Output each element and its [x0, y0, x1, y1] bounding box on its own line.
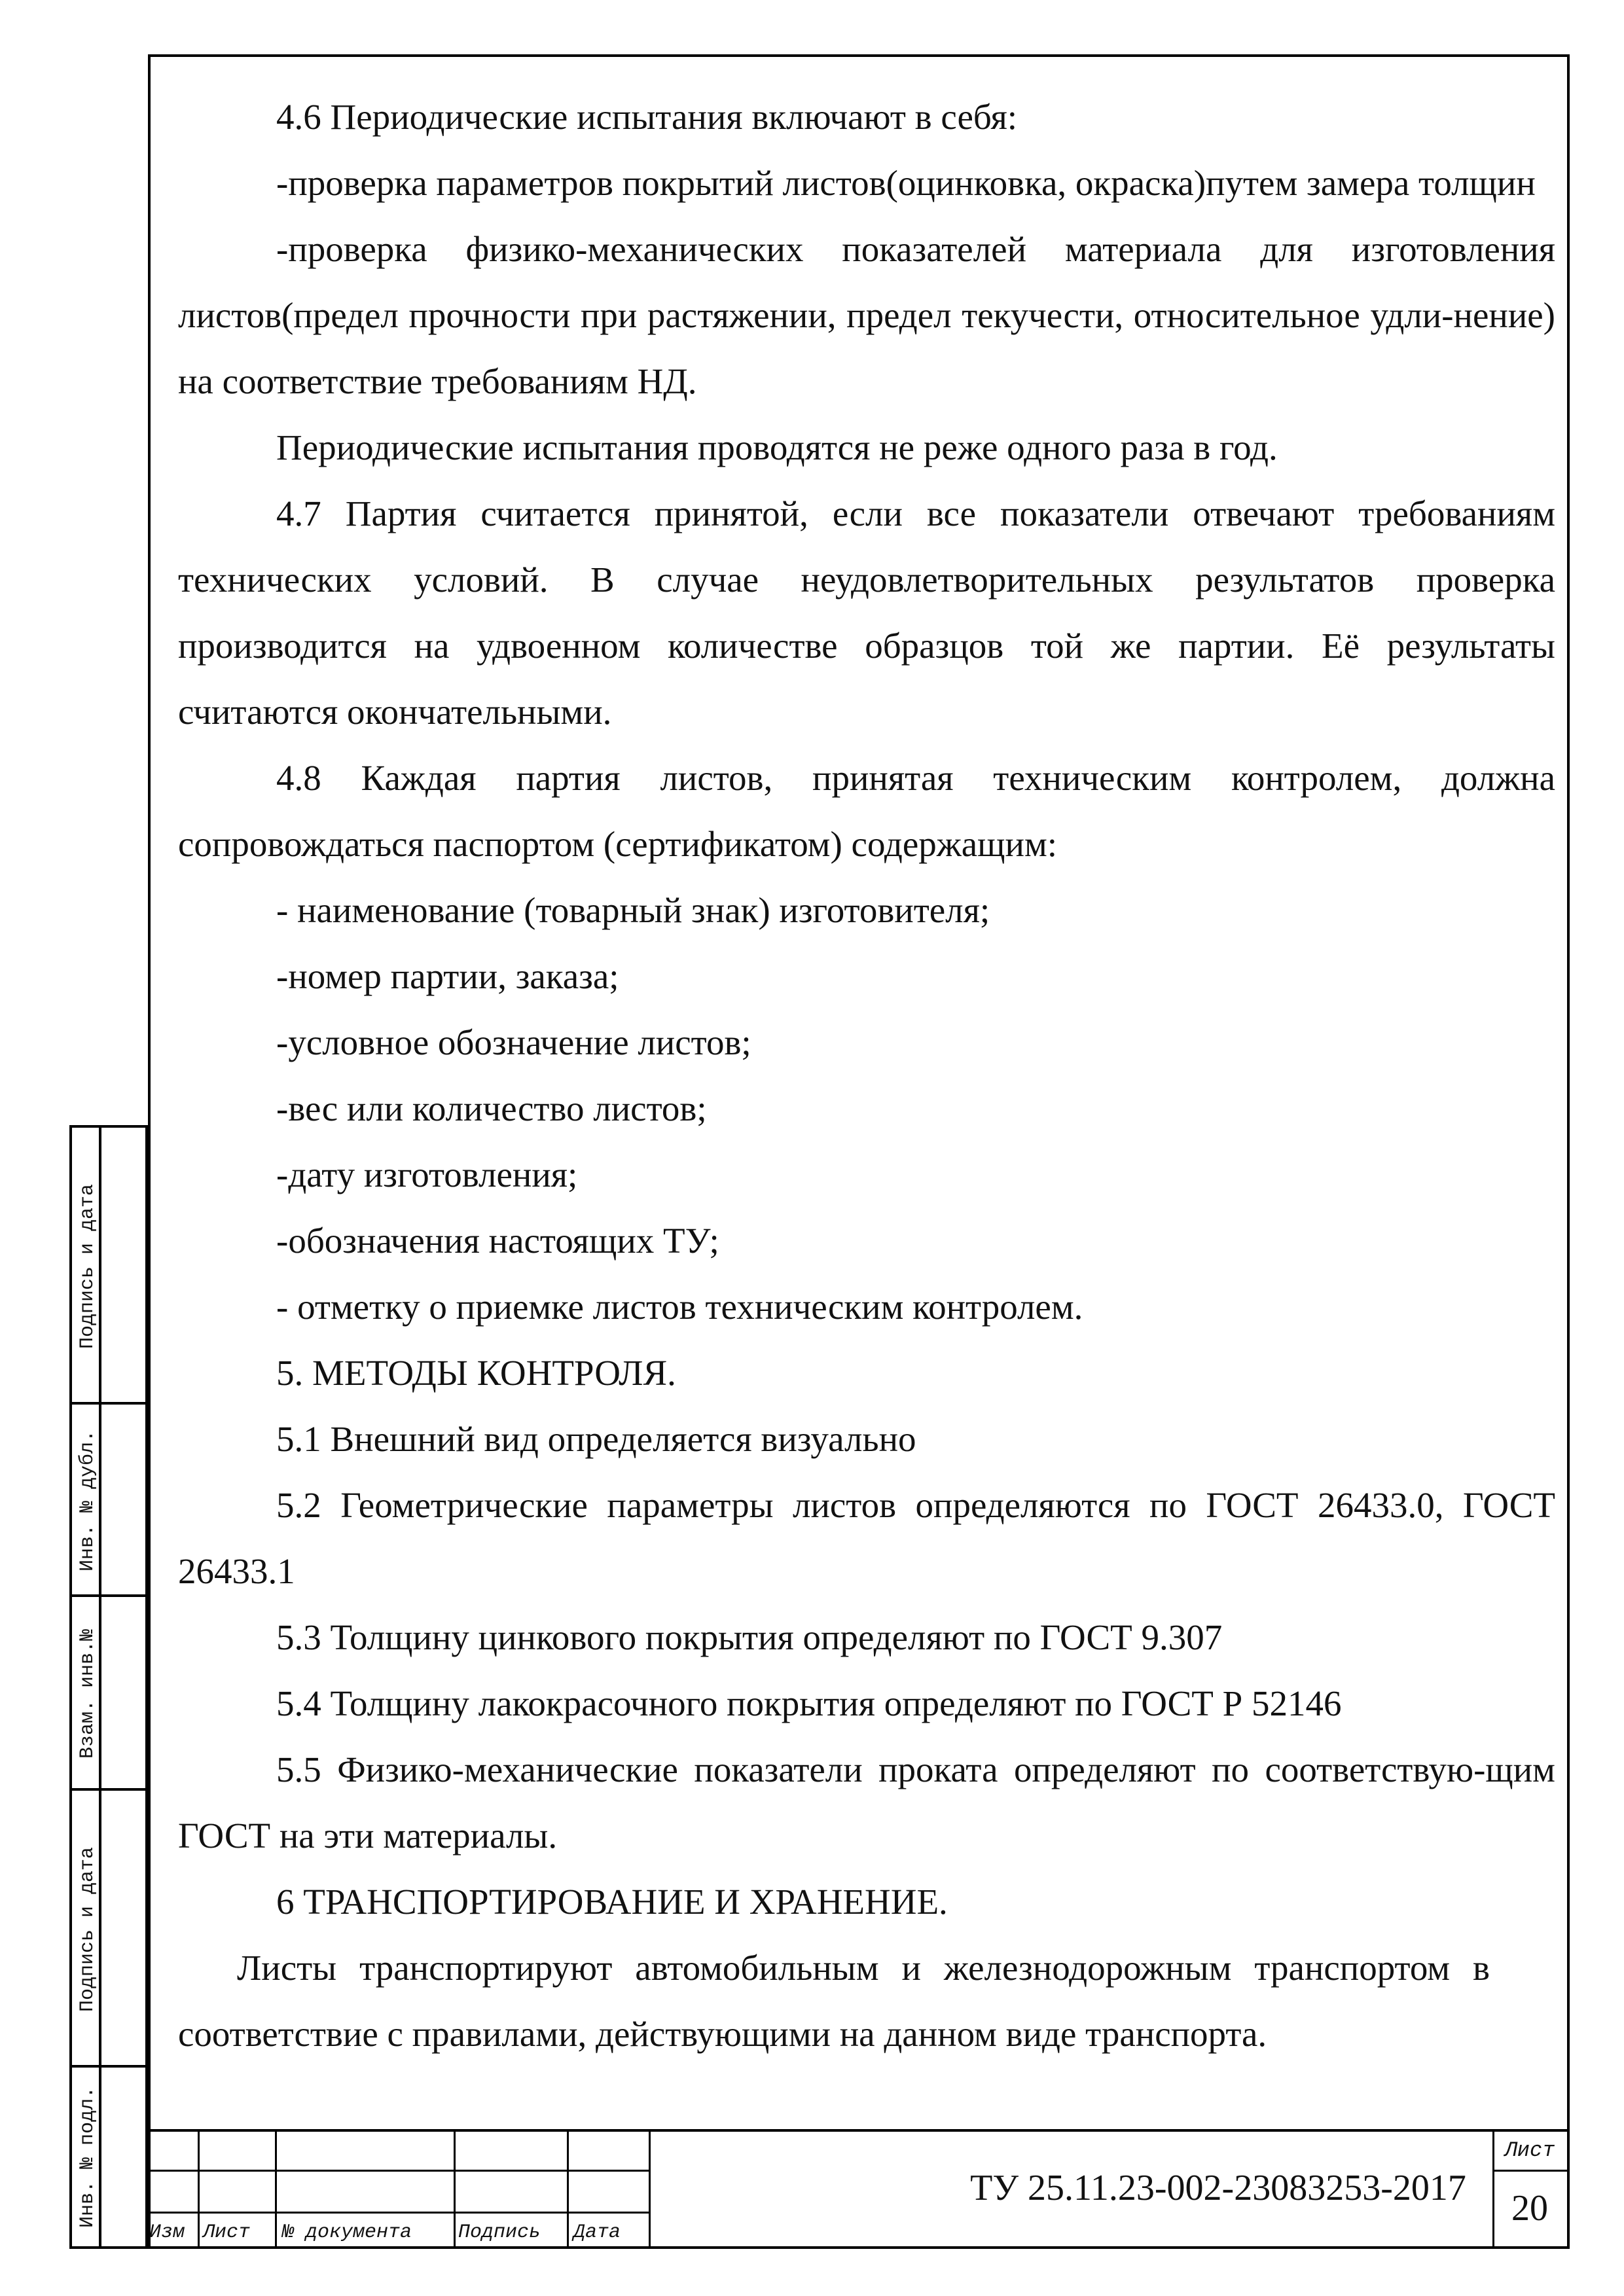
col-doc-label: № документа	[282, 2221, 412, 2244]
section-heading: 5. МЕТОДЫ КОНТРОЛЯ.	[276, 1353, 676, 1393]
paragraph: 4.8 Каждая партия листов, принятая техническим контролем, должна сопровождаться паспортом (сертификатом) содержащим:	[178, 758, 1555, 864]
sheet-label: Лист	[1504, 2138, 1555, 2162]
paragraph: 4.6 Периодические испытания включают в себя:	[276, 97, 1018, 137]
sheet-number: 20	[1511, 2188, 1548, 2229]
list-item: -вес или количество листов;	[276, 1088, 707, 1128]
section-heading: 6 ТРАНСПОРТИРОВАНИЕ И ХРАНЕНИЕ.	[276, 1882, 948, 1922]
col-sign-label: Подпись	[458, 2221, 541, 2244]
paragraph: -проверка физико-механических показателей материала для изготовления листов(предел прочности при растяжении, предел текучести, относительное удли-нение) на соответствие требованиям НД.	[178, 229, 1555, 401]
paragraph: Листы транспортируют автомобильным и железнодорожным транспортом в соответствие с правилами, действующими на данном виде транспорта.	[178, 1948, 1490, 2054]
paragraph: Периодические испытания проводятся не реже одного раза в год.	[276, 427, 1278, 467]
paragraph: 5.1 Внешний вид определяется визуально	[276, 1419, 916, 1459]
document-code: ТУ 25.11.23-002-23083253-2017	[970, 2168, 1466, 2208]
paragraph: 5.4 Толщину лакокрасочного покрытия определяют по ГОСТ Р 52146	[276, 1683, 1342, 1723]
side-stamp	[69, 1125, 148, 2249]
list-item: -обозначения настоящих ТУ;	[276, 1221, 719, 1261]
list-item: - отметку о приемке листов техническим контролем.	[276, 1287, 1083, 1327]
list-item: -дату изготовления;	[276, 1155, 578, 1194]
col-izm-label: Изм	[149, 2221, 185, 2244]
side-label: Взам. инв.№	[77, 1628, 99, 1759]
paragraph: 5.3 Толщину цинкового покрытия определяют по ГОСТ 9.307	[276, 1617, 1223, 1657]
paragraph: 5.5 Физико-механические показатели проката определяют по соответствую-щим ГОСТ на эти материалы.	[178, 1749, 1555, 1856]
paragraph: 4.7 Партия считается принятой, если все показатели отвечают требованиям технических условий. В случае неудовлетворительных результатов проверка производится на удвоенном количестве образцов той же партии. Её результаты считаются окончательными.	[178, 493, 1555, 732]
document-body	[178, 84, 1555, 2067]
list-item: -условное обозначение листов;	[276, 1022, 751, 1062]
title-block	[148, 2129, 1570, 2249]
paragraph: -проверка параметров покрытий листов(оцинковка, окраска)путем замера толщин	[276, 163, 1536, 203]
side-label: Подпись и дата	[77, 1846, 99, 2012]
list-item: -номер партии, заказа;	[276, 956, 619, 996]
side-label: Инв. № дубл.	[77, 1429, 99, 1572]
col-date-label: Дата	[573, 2221, 621, 2244]
col-list-label: Лист	[203, 2221, 251, 2244]
side-label: Инв. № подл.	[77, 2086, 99, 2228]
side-label: Подпись и дата	[77, 1183, 99, 1349]
paragraph: 5.2 Геометрические параметры листов определяются по ГОСТ 26433.0, ГОСТ 26433.1	[178, 1485, 1555, 1591]
list-item: - наименование (товарный знак) изготовителя;	[276, 890, 990, 930]
